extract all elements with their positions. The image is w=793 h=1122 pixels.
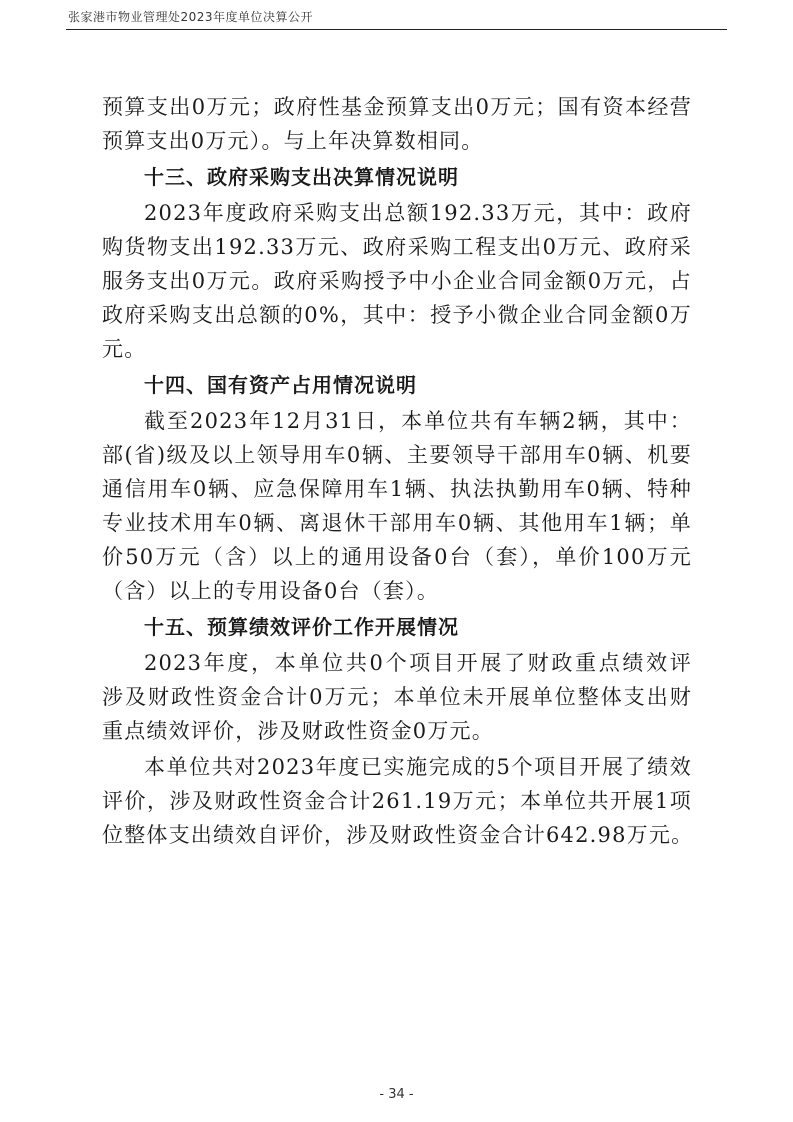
section-heading-15: 十五、预算绩效评价工作开展情况 <box>144 615 459 639</box>
paragraph-line: 政府采购支出总额的0%，其中：授予小微企业合同金额0万 <box>102 303 692 327</box>
paragraph-line: 元。 <box>102 337 147 361</box>
paragraph-line: 专业技术用车0辆、离退休干部用车0辆、其他用车1辆；单 <box>102 511 692 535</box>
paragraph-line: 重点绩效评价，涉及财政性资金0万元。 <box>102 719 494 743</box>
paragraph-line: 预算支出0万元）。与上年决算数相同。 <box>102 129 484 153</box>
page-number: - 34 - <box>379 1087 414 1102</box>
paragraph-line: 本单位共对2023年度已实施完成的5个项目开展了绩效 <box>144 755 692 779</box>
header-divider <box>66 29 727 30</box>
paragraph-line: （含）以上的专用设备0台（套）。 <box>102 579 440 603</box>
paragraph-line: 购货物支出192.33万元、政府采购工程支出0万元、政府采 <box>102 235 692 259</box>
paragraph-line: 通信用车0辆、应急保障用车1辆、执法执勤用车0辆、特种 <box>102 477 692 501</box>
paragraph-line: 服务支出0万元。政府采购授予中小企业合同金额0万元，占 <box>102 269 692 293</box>
paragraph-line: 2023年度，本单位共0个项目开展了财政重点绩效评 <box>144 651 692 675</box>
document-body <box>102 90 692 852</box>
paragraph-line: 价50万元（含）以上的通用设备0台（套），单价100万元 <box>102 545 692 569</box>
paragraph-line: 部(省)级及以上领导用车0辆、主要领导干部用车0辆、机要 <box>102 443 692 467</box>
paragraph-line: 评价，涉及财政性资金合计261.19万元；本单位共开展1项 <box>102 789 692 813</box>
paragraph-line: 2023年度政府采购支出总额192.33万元，其中：政府 <box>144 201 692 225</box>
paragraph-line: 位整体支出绩效自评价，涉及财政性资金合计642.98万元。 <box>102 823 694 847</box>
paragraph-line: 预算支出0万元；政府性基金预算支出0万元；国有资本经营 <box>102 95 692 119</box>
paragraph-line: 截至2023年12月31日，本单位共有车辆2辆，其中： <box>144 409 692 433</box>
section-heading-14: 十四、国有资产占用情况说明 <box>144 373 417 397</box>
section-heading-13: 十三、政府采购支出决算情况说明 <box>144 165 459 189</box>
running-header: 张家港市物业管理处2023年度单位决算公开 <box>68 10 314 24</box>
paragraph-line: 涉及财政性资金合计0万元；本单位未开展单位整体支出财 <box>102 685 692 709</box>
